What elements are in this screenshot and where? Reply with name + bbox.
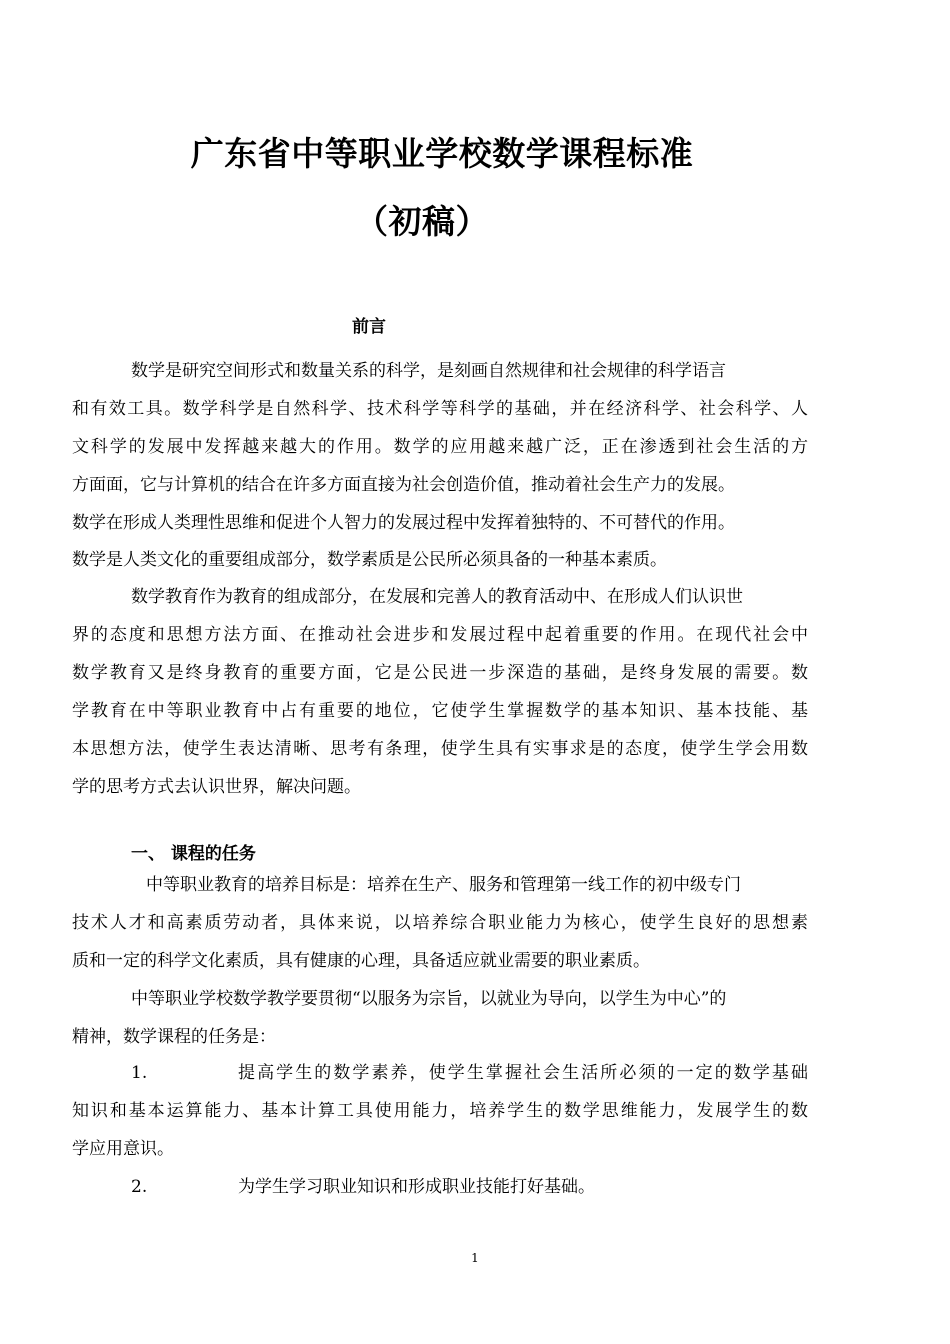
list-item-line: 提高学生的数学素养，使学生掌握社会生活所必须的一定的数学基础 [238,1063,808,1083]
preface-line: 学的思考方式去认识世界，解决问题。 [72,777,361,797]
preface-line: 数学是研究空间形式和数量关系的科学，是刻画自然规律和社会规律的科学语言 [131,361,726,381]
section-line: 质和一定的科学文化素质，具有健康的心理，具备适应就业需要的职业素质。 [72,951,650,971]
preface-line: 和有效工具。数学科学是自然科学、技术科学等科学的基础，并在经济科学、社会科学、人 [72,399,808,419]
list-number: 1. [131,1063,148,1083]
preface-line: 数学教育作为教育的组成部分，在发展和完善人的教育活动中、在形成人们认识世 [131,587,743,607]
preface-line: 学教育在中等职业教育中占有重要的地位，它使学生掌握数学的基本知识、基本技能、基 [72,701,808,721]
section-line: 中等职业学校数学教学要贯彻“以服务为宗旨，以就业为导向，以学生为中心”的 [131,989,727,1009]
preface-line: 数学在形成人类理性思维和促进个人智力的发展过程中发挥着独特的、不可替代的作用。 [72,513,735,533]
preface-line: 界的态度和思想方法方面、在推动社会进步和发展过程中起着重要的作用。在现代社会中 [72,625,808,645]
list-number: 2. [131,1177,148,1197]
preface-heading: 前言 [352,317,386,337]
preface-line: 数学是人类文化的重要组成部分，数学素质是公民所必须具备的一种基本素质。 [72,550,667,570]
preface-line: 方面面，它与计算机的结合在许多方面直接为社会创造价值，推动着社会生产力的发展。 [72,475,735,495]
section-heading: 一、 课程的任务 [131,844,256,864]
page-number: 1 [471,1251,479,1265]
preface-line: 文科学的发展中发挥越来越大的作用。数学的应用越来越广泛，正在渗透到社会生活的方 [72,437,808,457]
section-line: 技术人才和高素质劳动者，具体来说，以培养综合职业能力为核心，使学生良好的思想素 [72,913,808,933]
section-line: 精神，数学课程的任务是： [72,1027,276,1047]
preface-line: 数学教育又是终身教育的重要方面，它是公民进一步深造的基础，是终身发展的需要。数 [72,663,808,683]
document-title: 广东省中等职业学校数学课程标准 [190,134,694,173]
section-line: 中等职业教育的培养目标是：培养在生产、服务和管理第一线工作的初中级专门 [146,875,741,895]
document-subtitle: （初稿） [355,202,489,241]
list-item-line: 为学生学习职业知识和形成职业技能打好基础。 [238,1177,595,1197]
list-item-line: 知识和基本运算能力、基本计算工具使用能力，培养学生的数学思维能力，发展学生的数 [72,1101,808,1121]
preface-line: 本思想方法，使学生表达清晰、思考有条理，使学生具有实事求是的态度，使学生学会用数 [72,739,808,759]
list-item-line: 学应用意识。 [72,1139,174,1159]
